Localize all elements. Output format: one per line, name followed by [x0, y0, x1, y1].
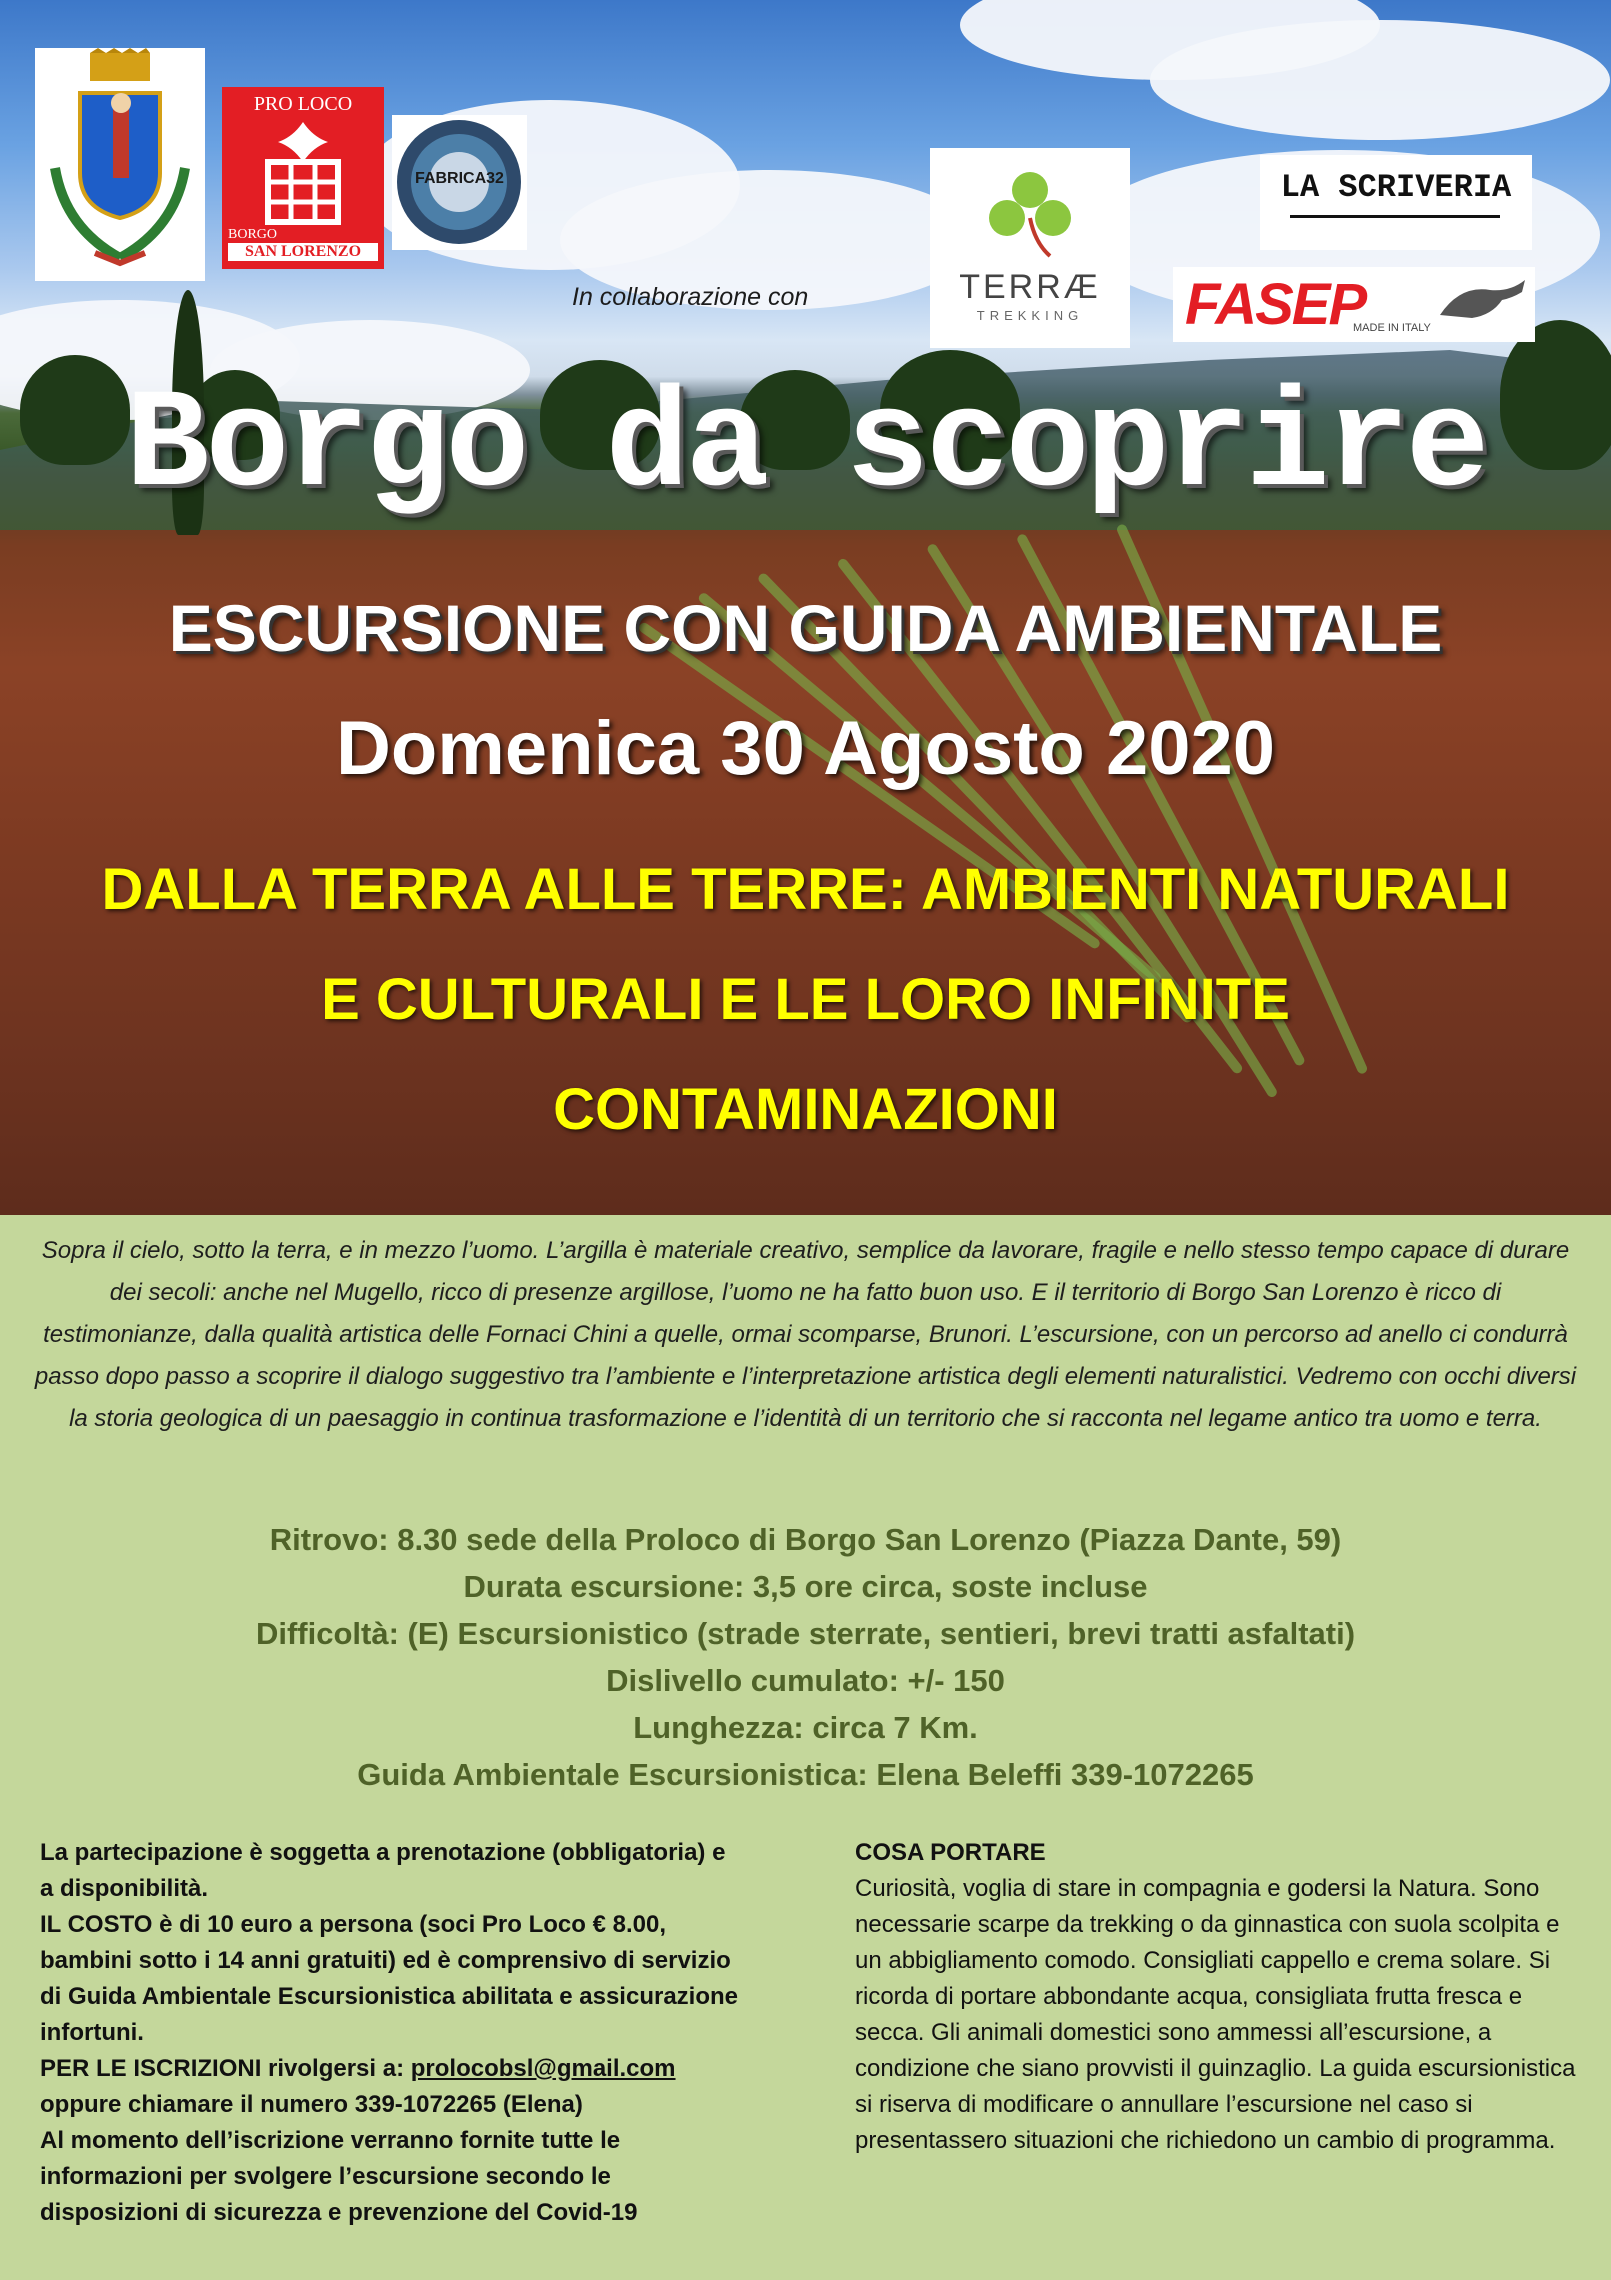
collaboration-caption: In collaborazione con: [572, 283, 809, 311]
page-title: Borgo da scoprire: [125, 368, 1486, 527]
proloco-line3: SAN LORENZO: [228, 243, 378, 261]
proloco-logo: [222, 87, 384, 269]
fasep-sub: MADE IN ITALY: [1353, 322, 1431, 334]
cost-info: IL COSTO è di 10 euro a persona (soci Pro Loco € 8.00, bambini sotto i 14 anni gratuiti) ed è comprensivo di servizio di Guida Ambientale Escursionistica abilitata e assicurazione infortuni.: [40, 1911, 739, 2046]
theme-line-1: DALLA TERRA ALLE TERRE: AMBIENTI NATURALI: [101, 857, 1510, 922]
booking-info: [40, 1835, 740, 2231]
la-scriveria-logo: [1260, 155, 1532, 250]
what-to-bring: [855, 1835, 1585, 2159]
booking-note: La partecipazione è soggetta a prenotazione (obbligatoria) e a disponibilità.: [40, 1839, 726, 1902]
theme-line-3: CONTAMINAZIONI: [553, 1077, 1058, 1142]
theme-line-2: E CULTURALI E LE LORO INFINITE: [321, 967, 1290, 1032]
registration-line: [40, 2051, 740, 2087]
terrae-sub: TREKKING: [976, 308, 1084, 323]
event-subtitle: ESCURSIONE CON GUIDA AMBIENTALE: [168, 591, 1443, 665]
email-link[interactable]: prolocobsl@gmail.com: [410, 2055, 676, 2082]
detail-elevation: Dislivello cumulato: +/- 150: [606, 1663, 1005, 1698]
covid-note: Al momento dell’iscrizione verranno fornite tutte le informazioni per svolgere l’escursione secondo le disposizioni di sicurezza e prevenzione del Covid-19: [40, 2127, 638, 2226]
what-to-bring-body: Curiosità, voglia di stare in compagnia e godersi la Natura. Sono necessarie scarpe da trekking o da ginnastica con suola scolpita e un abbigliamento comodo. Consigliati cappello e crema solare. Si ricorda di portare abbondante acqua, consigliata frutta fresca e secca. Gli animali domestici sono ammessi all’escursione, a condizione che siano provvisti il guinzaglio. La guida escursionistica si riserva di modificare o annullare l’escursione nel caso si presentassero situazioni che richiedono un cambio di programma.: [855, 1875, 1576, 2154]
what-to-bring-heading: COSA PORTARE: [855, 1839, 1046, 1866]
comune-coat-of-arms: [35, 48, 205, 281]
fabrica32-logo: [392, 115, 527, 250]
fasep-logo: [1173, 267, 1535, 342]
proloco-line2: BORGO: [228, 227, 278, 242]
scriveria-text: LA SCRIVERIA: [1280, 169, 1512, 206]
terrae-text: TERRÆ: [959, 268, 1101, 306]
proloco-line1: PRO LOCO: [253, 93, 353, 115]
terrae-trekking-logo: [930, 148, 1130, 348]
detail-difficulty: Difficoltà: (E) Escursionistico (strade sterrate, sentieri, brevi tratti asfaltati): [255, 1616, 1356, 1651]
coat-of-arms-icon: [35, 48, 205, 281]
event-theme: [20, 835, 1591, 1165]
greyhound-icon: [1435, 275, 1530, 330]
intro-paragraph: Sopra il cielo, sotto la terra, e in mezzo l’uomo. L’argilla è materiale creativo, semplice da lavorare, fragile e nello stesso tempo capace di durare dei secoli: anche nel Mugello, ricco di presenze argillose, l’uomo ne ha fatto buon uso. E il territorio di Borgo San Lorenzo è ricco di testimonianze, dalla qualità artistica delle Fornaci Chini a quelle, ormai scomparse, Brunori. L’escursione, con un percorso ad anello ci condurrà passo dopo passo a scoprire il dialogo suggestivo tra l’ambiente e l’interpretazione artistica degli elementi naturalistici. Vedremo con occhi diversi la storia geologica di un paesaggio in continua trasformazione e l’identità di un territorio che si racconta nel legame antico tra uomo e terra.: [34, 1237, 1577, 1432]
portcullis-icon: [243, 117, 363, 227]
detail-length: Lunghezza: circa 7 Km.: [633, 1710, 978, 1745]
fabrica32-text: FABRICA32: [415, 170, 504, 187]
detail-duration: Durata escursione: 3,5 ore circa, soste incluse: [463, 1569, 1148, 1604]
fasep-text: FASEP: [1185, 272, 1366, 337]
phone-line: oppure chiamare il numero 339-1072265 (Elena): [40, 2091, 583, 2118]
event-details: [0, 1516, 1611, 1798]
registration-label: PER LE ISCRIZIONI rivolgersi a:: [40, 2055, 411, 2082]
clover-icon: [985, 168, 1075, 258]
event-date: Domenica 30 Agosto 2020: [335, 706, 1276, 791]
detail-meeting: Ritrovo: 8.30 sede della Proloco di Borgo San Lorenzo (Piazza Dante, 59): [269, 1522, 1342, 1557]
detail-guide: Guida Ambientale Escursionistica: Elena Beleffi 339-1072265: [357, 1757, 1254, 1792]
